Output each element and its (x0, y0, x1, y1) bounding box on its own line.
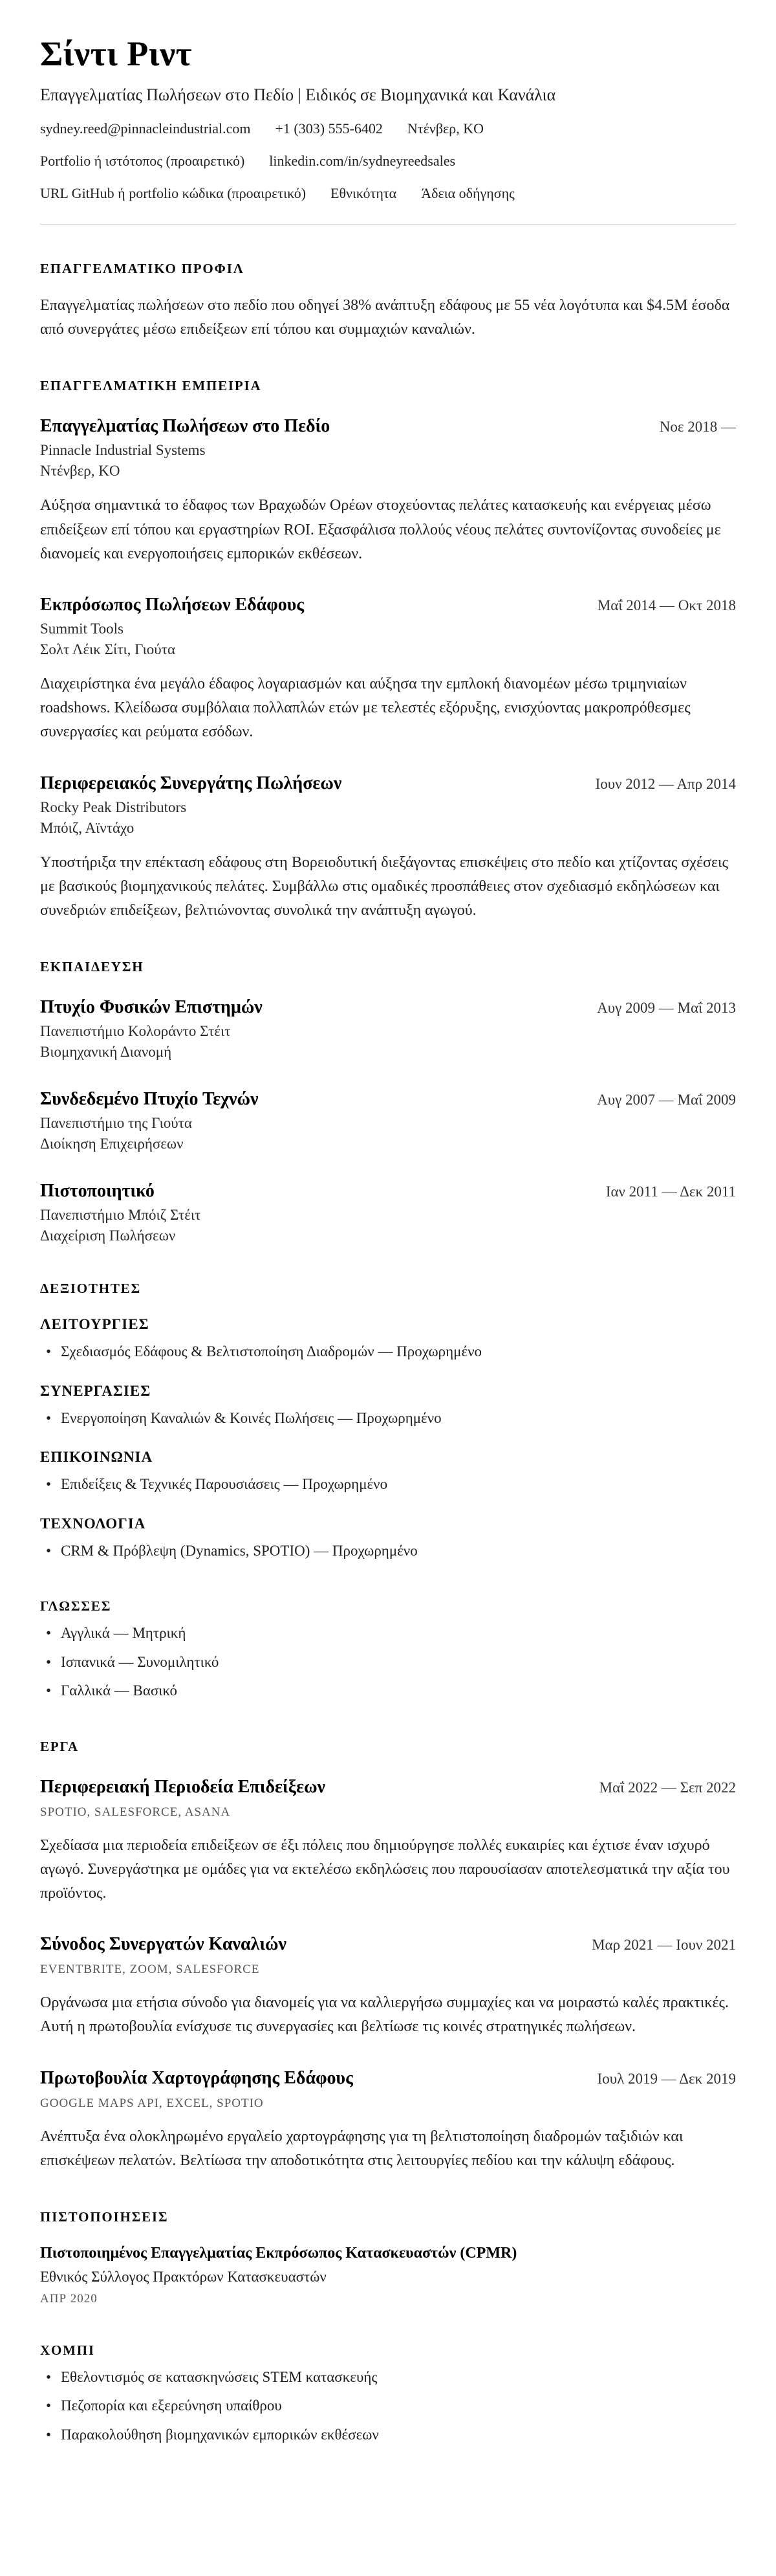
email-text: sydney.reed@pinnacleindustrial.com (40, 120, 251, 137)
section-education (40, 959, 736, 1244)
section-experience (40, 378, 736, 923)
section-projects (40, 1739, 736, 2173)
location-text: Ντένβερ, KO (407, 120, 484, 137)
skill-group-list (40, 1407, 736, 1430)
job-dates: Ιουν 2012 — Απρ 2014 (595, 775, 736, 792)
resume-header (40, 34, 736, 225)
school-name: Πανεπιστήμιο της Γιούτα (40, 1115, 192, 1132)
education-dates: Αυγ 2007 — Μαΐ 2009 (597, 1092, 736, 1108)
education-dates: Ιαν 2011 — Δεκ 2011 (605, 1183, 736, 1200)
hobby-item: • Παρακολούθηση βιομηχανικών εμπορικών εκθέσεων (40, 2424, 736, 2447)
education-header (40, 1181, 736, 1202)
hobby-item: • Πεζοπορία και εξερεύνηση υπαίθρου (40, 2395, 736, 2417)
degree-title: Πτυχίο Φυσικών Επιστημών (40, 997, 263, 1018)
skill-group-label: ΤΕΧΝΟΛΟΓΙΑ (40, 1515, 146, 1532)
project-dates: Μαΐ 2022 — Σεπ 2022 (599, 1779, 736, 1796)
linkedin-text: linkedin.com/in/sydneyreedsales (269, 153, 456, 169)
languages-heading: ΓΛΩΣΣΕΣ (40, 1598, 112, 1614)
project-description: Οργάνωσα μια ετήσια σύνοδο για διανομείς για να καλλιεργήσω συμμαχίες και να μοιραστώ καλές πρακτικές. Αυτή η πρωτοβουλία ενίσχυσε τις συνεργασίες και βελτίωσε τις κοινές στρατηγικές πωλήσεων. (40, 1994, 729, 2036)
education-entry (40, 997, 736, 1061)
job-header (40, 773, 736, 794)
profile-text: Επαγγελματίας πωλήσεων στο πεδίο που οδηγεί 38% ανάπτυξη εδάφους με 55 νέα λογότυπα και $4.5M έσοδα από συνεργάτες μέσω επιδείξεων επί τόπου και συμμαχιών καναλιών. (40, 297, 730, 338)
field-of-study: Διοίκηση Επιχειρήσεων (40, 1136, 184, 1152)
job-dates: Μαΐ 2014 — Οκτ 2018 (597, 597, 736, 613)
job-header (40, 595, 736, 615)
skill-group-label: ΕΠΙΚΟΙΝΩΝΙΑ (40, 1449, 153, 1466)
field-of-study: Βιομηχανική Διανομή (40, 1044, 172, 1061)
skill-group-label: ΣΥΝΕΡΓΑΣΙΕΣ (40, 1382, 151, 1399)
nationality-text: Εθνικότητα (330, 185, 397, 201)
header-divider (40, 224, 736, 225)
portfolio-text: Portfolio ή ιστότοπος (προαιρετικό) (40, 153, 245, 169)
phone-text: +1 (303) 555-6402 (275, 120, 383, 137)
job-entry (40, 416, 736, 566)
contact-row-3 (40, 185, 736, 202)
contact-row-1 (40, 120, 736, 137)
education-heading: ΕΚΠΑΙΔΕΥΣΗ (40, 959, 144, 975)
job-header (40, 416, 736, 437)
section-profile (40, 261, 736, 342)
project-description: Σχεδίασα μια περιοδεία επιδείξεων σε έξι πόλεις που δημιούργησε πολλές ευκαιρίες και έχτισε έναν ισχυρό αγωγό. Συνεργάστηκα με ομάδες για να εκτελέσω εκδηλώσεις που παρουσίασαν αποτελεσματικά την αξία του προϊόντος. (40, 1836, 730, 1902)
skill-group-label: ΛΕΙΤΟΥΡΓΙΕΣ (40, 1316, 149, 1333)
skill-group-list (40, 1341, 736, 1363)
job-location: Μπόιζ, Αϊντάχο (40, 819, 135, 836)
degree-title: Πιστοποιητικό (40, 1181, 155, 1202)
job-title: Επαγγελματίας Πωλήσεων στο Πεδίο (40, 416, 330, 437)
language-item: • Γαλλικά — Βασικό (40, 1680, 736, 1702)
skill-group-list (40, 1473, 736, 1496)
skills-heading: ΔΕΞΙΟΤΗΤΕΣ (40, 1281, 141, 1297)
skill-item: • CRM & Πρόβλεψη (Dynamics, SPOTIO) — Προχωρημένο (40, 1540, 736, 1563)
candidate-name: Σίντι Ριντ (40, 34, 193, 73)
job-company: Rocky Peak Distributors (40, 798, 187, 815)
hobby-item: • Εθελοντισμός σε κατασκηνώσεις STEM κατασκευής (40, 2366, 736, 2389)
project-header (40, 1777, 736, 1798)
job-description: Αύξησα σημαντικά το έδαφος των Βραχωδών Ορέων στοχεύοντας πελάτες κατασκευής και ενέργειας μέσω επιδείξεων επί τόπου και εργαστηρίων ROI. Εξασφάλισα πολλούς νέους πελάτες συντονίζοντας συνοδείες με διανομείς και ενεργοποιήσεις εμπορικών εκθέσεων. (40, 497, 721, 562)
certifications-heading: ΠΙΣΤΟΠΟΙΗΣΕΙΣ (40, 2208, 169, 2225)
profile-heading: ΕΠΑΓΓΕΛΜΑΤΙΚΟ ΠΡΟΦΙΛ (40, 261, 244, 276)
job-entry (40, 595, 736, 745)
driving-license-text: Άδεια οδήγησης (421, 185, 515, 201)
education-dates: Αυγ 2009 — Μαΐ 2013 (597, 1000, 736, 1017)
project-header (40, 2068, 736, 2089)
education-header (40, 1089, 736, 1110)
project-dates: Ιουλ 2019 — Δεκ 2019 (597, 2070, 736, 2087)
job-location: Ντένβερ, KO (40, 463, 120, 479)
skill-group-list (40, 1540, 736, 1563)
skill-item: • Ενεργοποίηση Καναλιών & Κοινές Πωλήσεις — Προχωρημένο (40, 1407, 736, 1430)
job-description: Διαχειρίστηκα ένα μεγάλο έδαφος λογαριασμών και αύξησα την εμπλοκή διανομέων μέσω τριμηνιαίων roadshows. Κλείδωσα συμβόλαια πολλαπλών ετών με τελεστές εξόρυξης, ενισχύοντας μακροπρόθεσμες συνεργασίες και ρεύματα εσόδων. (40, 675, 691, 741)
section-certifications (40, 2209, 736, 2306)
education-entry (40, 1181, 736, 1244)
language-item: • Αγγλικά — Μητρική (40, 1622, 736, 1645)
project-description: Ανέπτυξα ένα ολοκληρωμένο εργαλείο χαρτογράφησης για τη βελτιστοποίηση διαδρομών ταξιδιών και επισκέψεων πελατών. Βελτίωσα την αποδοτικότητα στις λειτουργίες πεδίου και την κάλυψη εδάφους. (40, 2128, 684, 2169)
job-company: Pinnacle Industrial Systems (40, 442, 206, 459)
job-company: Summit Tools (40, 620, 124, 637)
languages-list (40, 1622, 736, 1702)
contact-row-2 (40, 153, 736, 170)
education-entry (40, 1089, 736, 1152)
project-title: Περιφερειακή Περιοδεία Επιδείξεων (40, 1776, 326, 1797)
job-title: Περιφερειακός Συνεργάτης Πωλήσεων (40, 773, 342, 793)
certification-date: ΑΠΡ 2020 (40, 2291, 98, 2306)
language-item: • Ισπανικά — Συνομιλητικό (40, 1651, 736, 1674)
job-entry (40, 773, 736, 923)
project-entry (40, 2068, 736, 2173)
job-location: Σολτ Λέικ Σίτι, Γιούτα (40, 641, 175, 657)
project-tools: SPOTIO, SALESFORCE, ASANA (40, 1805, 231, 1819)
section-languages (40, 1598, 736, 1702)
project-tools: EVENTBRITE, ZOOM, SALESFORCE (40, 1963, 260, 1977)
certification-issuer: Εθνικός Σύλλογος Πρακτόρων Κατασκευαστών (40, 2268, 327, 2285)
job-title: Εκπρόσωπος Πωλήσεων Εδάφους (40, 594, 305, 615)
certification-entry (40, 2245, 736, 2306)
project-header (40, 1934, 736, 1955)
hobbies-heading: ΧΟΜΠΙ (40, 2342, 95, 2358)
field-of-study: Διαχείριση Πωλήσεων (40, 1227, 176, 1244)
degree-title: Συνδεδεμένο Πτυχίο Τεχνών (40, 1089, 259, 1110)
school-name: Πανεπιστήμιο Κολοράντο Στέιτ (40, 1023, 231, 1040)
skill-item: • Επιδείξεις & Τεχνικές Παρουσιάσεις — Προχωρημένο (40, 1473, 736, 1496)
github-text: URL GitHub ή portfolio κώδικα (προαιρετικό) (40, 185, 307, 201)
education-header (40, 997, 736, 1018)
candidate-tagline: Επαγγελματίας Πωλήσεων στο Πεδίο | Ειδικός σε Βιομηχανικά και Κανάλια (40, 85, 556, 104)
hobbies-list (40, 2366, 736, 2447)
project-title: Σύνοδος Συνεργατών Καναλιών (40, 1934, 287, 1955)
section-skills (40, 1281, 736, 1562)
experience-heading: ΕΠΑΓΓΕΛΜΑΤΙΚΗ ΕΜΠΕΙΡΙΑ (40, 378, 262, 394)
certification-title: Πιστοποιημένος Επαγγελματίας Εκπρόσωπος Κατασκευαστών (CPMR) (40, 2244, 517, 2262)
job-dates: Νοε 2018 — (659, 419, 736, 435)
skill-item: • Σχεδιασμός Εδάφους & Βελτιστοποίηση Διαδρομών — Προχωρημένο (40, 1341, 736, 1363)
project-title: Πρωτοβουλία Χαρτογράφησης Εδάφους (40, 2067, 353, 2088)
projects-heading: ΕΡΓΑ (40, 1738, 79, 1754)
school-name: Πανεπιστήμιο Μπόιζ Στέιτ (40, 1207, 201, 1224)
job-description: Υποστήριξα την επέκταση εδάφους στη Βορειοδυτική διεξάγοντας επισκέψεις στο πεδίο και χτίζοντας σχέσεις με βασικούς βιομηχανικούς πελάτες. Συμβάλλω στις ομαδικές προσπάθειες στον σχεδιασμό εκδηλώσεων και συνεδριών επιδείξεων, βελτιώνοντας συνολικά την ανάπτυξη αγωγού. (40, 853, 729, 919)
section-hobbies (40, 2342, 736, 2447)
project-tools: GOOGLE MAPS API, EXCEL, SPOTIO (40, 2096, 264, 2110)
project-entry (40, 1934, 736, 2039)
project-dates: Μαρ 2021 — Ιουν 2021 (592, 1937, 736, 1954)
project-entry (40, 1777, 736, 1906)
